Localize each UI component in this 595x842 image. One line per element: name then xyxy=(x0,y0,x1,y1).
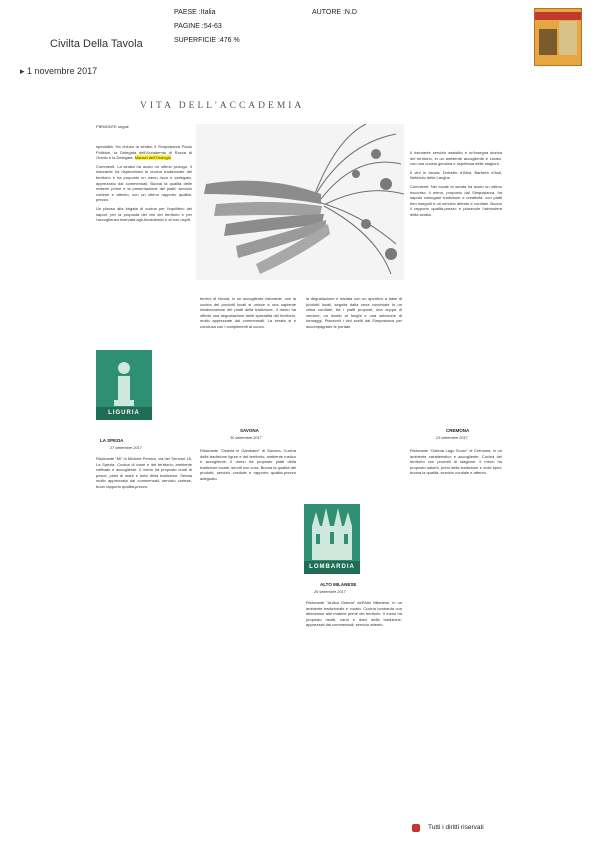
article-column-3: la degustazione è iniziata con un aperitivo a base di prodotti locali, seguita dalla cena conviviale in un clima cordiale; tra i piatti proposti, una zuppa di verdure, un risotto ai funghi e una selezione di formaggi. Piacevoli i vini scelti dal Simposiarca per accompagnare le portate. xyxy=(306,296,402,329)
article-column-2: terreni di Nicola, in un accogliente ristorante, ove la cucina dei prodotti locali si unisce a una sapiente rielaborazione dei piatti della tradizione. Il menu ha offerto una degustazione delle specialità del territorio, molto apprezzate dai commensali. La serata si è conclusa con i complimenti al cuoco. xyxy=(200,296,296,329)
highlighted-text: Mansel dell'Orologio xyxy=(134,155,171,161)
city-name: ALTO MILANESE xyxy=(320,582,357,587)
city-name: LA SPEZIA xyxy=(100,438,124,443)
city-date: 27 settembre 2017 xyxy=(110,446,142,450)
region-label-liguria: LIGURIA xyxy=(96,407,152,420)
lombardia-region-image xyxy=(304,504,360,574)
region-text-lombardia: Ristorante "Antica Osteria" dell'Alto Milanese, in un ambiente tradizionale e curato. Cucina lombarda con attenzione alle materie prime del territorio. Il menu ha proposto risotti, carni e dolci della tradizione, apprezzati dai commensali; servizio attento. xyxy=(306,600,402,628)
meta-superficie: SUPERFICIE :476 % xyxy=(174,37,240,44)
publication-name: Civilta Della Tavola xyxy=(50,38,143,50)
article-column-4 xyxy=(410,150,502,221)
city-name: SAVONA xyxy=(240,428,259,433)
issue-date-text: 1 novembre 2017 xyxy=(27,66,98,76)
meta-paese: PAESE :Italia xyxy=(174,9,216,16)
region-text-liguria: Ristorante "Mi" di Michele Persico, via del Torrione 18, La Spezia. Cucina di mare e del territorio; ambiente raffinato e accogliente. Il menu ha proposto crudi di pesce, primi di mare e dolci della tradizione. Serata molto apprezzata dai commensali; servizio cortese, buon rapporto qualità-prezzo. xyxy=(96,456,192,489)
rights-icon xyxy=(412,824,420,832)
article-column-1 xyxy=(96,144,192,226)
col1-paragraph: Un plauso alla brigata di cucina per l'equilibrio dei sapori, per la proposta dei vini del territorio e per l'accoglienza riservata agli Accademici e ai loro ospiti. xyxy=(96,205,192,223)
col4-paragraph: Il ristorante servizio assistito è un'insegna storica del territorio, in un ambiente accogliente e curato, con una cucina genuina e rispettosa delle stagioni. xyxy=(410,150,502,167)
region-text-savona: Ristorante "Osteria le Gambaire" di Savona. Cucina della tradizione ligure e del territorio; ambiente rustico e accogliente. Il menu ha proposto piatti della tradizione locale, serviti con cura. Buona la qualità dei prodotti, servizio cordiale e rapporto qualità-prezzo adeguato. xyxy=(200,448,296,481)
city-date: 30 settembre 2017 xyxy=(230,436,262,440)
city-date: 26 settembre 2017 xyxy=(314,590,346,594)
city-name: CREMONA xyxy=(446,428,470,433)
region-label-lombardia: LOMBARDIA xyxy=(304,561,360,574)
meta-autore: AUTORE :N.D xyxy=(312,9,357,16)
city-date: 23 settembre 2017 xyxy=(436,436,468,440)
carrots-photo xyxy=(196,124,404,280)
thumbnail-image xyxy=(539,29,557,55)
page-thumbnail xyxy=(534,8,582,66)
meta-pagine: PAGINE :54-63 xyxy=(174,23,222,30)
col1-intro: specialità. Ha chiuso la serata, il Simposiarca Paolo Pollidori, la Delegata dell'Accademia di Rocca di Orsolo e la Delegata. xyxy=(96,144,192,161)
col4-paragraph: Il vini in tavola: Dolcetto d'Alba, Barbera d'Asti, Nebbiolo delle Langhe. xyxy=(410,169,502,181)
rights-notice: Tutti i diritti riservati xyxy=(428,824,484,831)
col1-paragraph: Commenti. La serata ha avuto un ottimo prologo. Il ristorante ha rispecchiato la cucina tradizionale del territorio e ha proposto un menu ricco e variegato, apprezzato dai commensali. Buona la qualità delle materie prime e la presentazione dei piatti; servizio cortese e attento, con un ottimo rapporto qualità-prezzo. xyxy=(96,163,192,203)
region-byline: PIEMONTE segue xyxy=(96,124,129,129)
issue-date: ▸ 1 novembre 2017 xyxy=(20,66,98,76)
section-title: VITA DELL'ACCADEMIA xyxy=(140,101,305,111)
liguria-region-image xyxy=(96,350,152,420)
col4-paragraph: Commenti. Nel locale la serata ha avuto un ottimo riscontro: il menu, proposto dal Simposiarca, ha saputo coniugare tradizione e creatività, con piatti ben eseguiti e un servizio attento e cordiale. Buono il rapporto qualità-prezzo e piacevole l'atmosfera della serata. xyxy=(410,183,502,217)
region-text-cremona: Ristorante "Osteria Lago Scuro" di Cremona, in un ambiente caratteristico e accogliente. Cucina del territorio con prodotti di stagione. Il menu ha proposto salumi, primi della tradizione e dolci tipici; buona la qualità, servizio cordiale e attento. xyxy=(410,448,502,476)
